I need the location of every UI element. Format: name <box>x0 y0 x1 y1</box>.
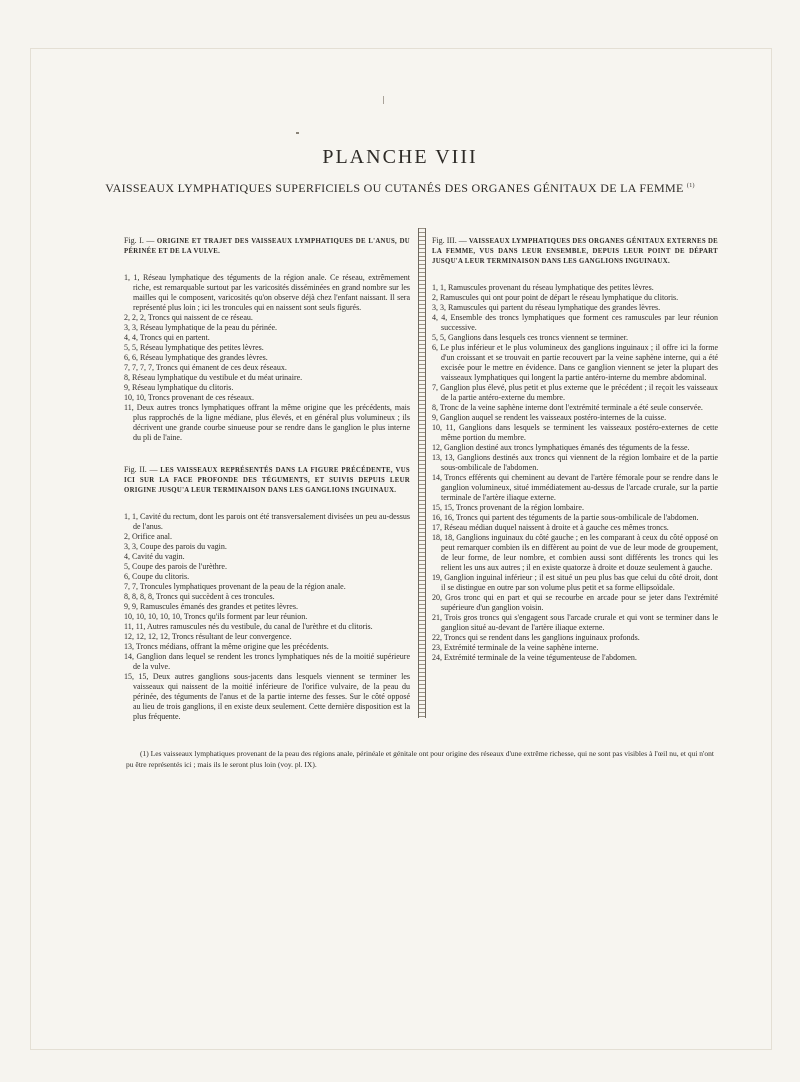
page-mark <box>296 132 299 134</box>
fig2-title: LES VAISSEAUX REPRÉSENTÉS DANS LA FIGURE PRÉCÉDENTE, VUS ICI SUR LA FACE PROFONDE DES TÉGUMENTS, ET SUIVIS DEPUIS LEUR ORIGINE JUSQU'A LEUR TERMINAISON DANS LES GANGLIONS INGUINAUX. <box>124 467 411 494</box>
legend-entry: 2, Ramuscules qui ont pour point de départ le réseau lymphatique du clitoris. <box>432 293 679 302</box>
legend-entry: 12, Ganglion destiné aux troncs lymphatiques émanés des téguments de la fesse. <box>432 443 690 452</box>
legend-entry: 3, 3, Coupe des parois du vagin. <box>124 542 227 551</box>
legend-entry: 3, 3, Réseau lymphatique de la peau du périnée. <box>124 323 278 332</box>
legend-entry: 23, Extrémité terminale de la veine saphène interne. <box>432 643 599 652</box>
legend-entry: 13, 13, Ganglions destinés aux troncs qui viennent de la région lombaire et de la partie sous-ombilicale de l'abdomen. <box>432 453 718 472</box>
legend-entry: 8, 8, 8, 8, Troncs qui succèdent à ces troncules. <box>124 592 275 601</box>
legend-entry: 9, Ganglion auquel se rendent les vaisseaux postéro-internes de la cuisse. <box>432 413 667 422</box>
legend-entry: 6, Le plus inférieur et le plus volumineux des ganglions inguinaux ; il offre ici la forme d'un croissant et se trouvait en partie recouvert par la veine saphène interne, qui a été excisée pour le mettre en évidence. Dans ce ganglion viennent se jeter la plupart des vaisseaux lymphatiques qui longent la partie antéro-interne du membre abdominal. <box>432 343 718 382</box>
legend-entry: 7, Ganglion plus élevé, plus petit et plus externe que le précédent ; il reçoit les vaisseaux de la partie antéro-externe du membre. <box>432 383 718 402</box>
legend-entry: 8, Réseau lymphatique du vestibule et du méat urinaire. <box>124 373 303 382</box>
legend-entry: 15, 15, Deux autres ganglions sous-jacents dans lesquels viennent se terminer les vaisseaux qui naissent de la moitié inférieure de l'orifice vulvaire, de la peau du périnée, des téguments de l'anus et de la partie interne des fesses. Sur le côté opposé au lieu de trois ganglions, il en existe deux seulement. Cette dernière disposition est la plus fréquente. <box>124 672 410 721</box>
legend-entry: 8, Tronc de la veine saphène interne dont l'extrémité terminale a été seule conservée. <box>432 403 703 412</box>
legend-entry: 1, 1, Réseau lymphatique des téguments de la région anale. Ce réseau, extrêmement riche, est remarquable surtout par les varicosités disséminées en grand nombre sur les mailles qui le composent, varicosités qu'on observe déjà chez l'enfant naissant. Il sera représenté plus loin ; ici les troncules qui en naissent sont seuls figurés. <box>124 273 410 312</box>
legend-entry: 5, 5, Réseau lymphatique des petites lèvres. <box>124 343 264 352</box>
page-subtitle <box>0 181 800 196</box>
legend-entry: 11, 11, Autres ramuscules nés du vestibule, du canal de l'urèthre et du clitoris. <box>124 622 373 631</box>
legend-entry: 5, Coupe des parois de l'urèthre. <box>124 562 227 571</box>
page-title: PLANCHE VIII <box>322 146 478 168</box>
legend-entry: 3, 3, Ramuscules qui partent du réseau lymphatique des grandes lèvres. <box>432 303 661 312</box>
legend-entry: 16, 16, Troncs qui partent des téguments de la partie sous-ombilicale de l'abdomen. <box>432 513 699 522</box>
legend-entry: 2, Orifice anal. <box>124 532 172 541</box>
legend-entry: 10, 10, Troncs provenant de ces réseaux. <box>124 393 254 402</box>
legend-entry: 1, 1, Ramuscules provenant du réseau lymphatique des petites lèvres. <box>432 283 654 292</box>
fig3-legend <box>432 283 718 663</box>
footnote-ref: (1) <box>686 183 695 189</box>
legend-entry: 11, Deux autres troncs lymphatiques offrant la même origine que les précédents, mais plus rapprochés de la ligne médiane, plus élevés, et en général plus volumineux ; ils décrivent une grande courbe sinueuse pour se rendre dans le ganglion le plus interne du pli de l'aine. <box>124 403 410 442</box>
subtitle-text: VAISSEAUX LYMPHATIQUES SUPERFICIELS OU CUTANÉS DES ORGANES GÉNITAUX DE LA FEMME <box>105 181 684 195</box>
fig3-title: VAISSEAUX LYMPHATIQUES DES ORGANES GÉNITAUX EXTERNES DE LA FEMME, VUS DANS LEUR ENSEMBLE, DEPUIS LEUR POINT DE DÉPART JUSQU'A LEUR TERMINAISON DANS LES GANGLIONS INGUINAUX. <box>432 238 718 265</box>
fig2-legend <box>124 512 410 722</box>
legend-entry: 24, Extrémité terminale de la veine tégumenteuse de l'abdomen. <box>432 653 637 662</box>
legend-entry: 17, Réseau médian duquel naissent à droite et à gauche ces mêmes troncs. <box>432 523 669 532</box>
legend-entry: 6, 6, Réseau lymphatique des grandes lèvres. <box>124 353 268 362</box>
legend-entry: 14, Ganglion dans lequel se rendent les troncs lymphatiques nés de la moitié supérieure de la vulve. <box>124 652 410 671</box>
page-mark <box>383 96 384 104</box>
legend-entry: 22, Troncs qui se rendent dans les ganglions inguinaux profonds. <box>432 633 640 642</box>
legend-entry: 2, 2, 2, Troncs qui naissent de ce réseau. <box>124 313 253 322</box>
legend-entry: 14, Troncs efférents qui cheminent au devant de l'artère fémorale pour se rendre dans le ganglion volumineux, situé immédiatement au-dessus de l'arcade crurale, sur la partie terminale de l'artère iliaque externe. <box>432 473 718 502</box>
fig3-label: Fig. III. — <box>432 236 469 245</box>
legend-entry: 12, 12, 12, 12, Troncs résultant de leur convergence. <box>124 632 292 641</box>
fig1-title: ORIGINE ET TRAJET DES VAISSEAUX LYMPHATIQUES DE L'ANUS, DU PÉRINÉE ET DE LA VULVE. <box>124 238 411 255</box>
right-column <box>432 236 718 663</box>
legend-entry: 21, Trois gros troncs qui s'engagent sous l'arcade crurale et qui vont se terminer dans le ganglion situé au-devant de l'artère iliaque externe. <box>432 613 718 632</box>
legend-entry: 9, Réseau lymphatique du clitoris. <box>124 383 234 392</box>
fig2-heading <box>124 465 410 496</box>
fig3-heading <box>432 236 718 267</box>
legend-entry: 4, 4, Troncs qui en partent. <box>124 333 210 342</box>
legend-entry: 9, 9, Ramuscules émanés des grandes et petites lèvres. <box>124 602 298 611</box>
legend-entry: 6, Coupe du clitoris. <box>124 572 190 581</box>
legend-entry: 10, 11, Ganglions dans lesquels se terminent les vaisseaux postéro-externes de cette même portion du membre. <box>432 423 718 442</box>
legend-entry: 4, 4, Ensemble des troncs lymphatiques que forment ces ramuscules par leur réunion successive. <box>432 313 718 332</box>
column-divider-ornament <box>418 228 426 718</box>
legend-entry: 20, Gros tronc qui en part et qui se recourbe en arcade pour se jeter dans l'extrémité supérieure d'un ganglion voisin. <box>432 593 718 612</box>
left-column <box>124 236 410 722</box>
legend-entry: 5, 5, Ganglions dans lesquels ces troncs viennent se terminer. <box>432 333 628 342</box>
legend-entry: 13, Troncs médians, offrant la même origine que les précédents. <box>124 642 329 651</box>
footnote: (1) Les vaisseaux lymphatiques provenant de la peau des régions anale, périnéale et génitale ont pour origine des réseaux d'une extrême richesse, qui ne sont pas visibles à l'œil nu, et qui n'ont pu être représentés ici ; mais ils le seront plus loin (voy. pl. IX). <box>126 748 714 769</box>
legend-entry: 10, 10, 10, 10, 10, Troncs qu'ils forment par leur réunion. <box>124 612 308 621</box>
fig1-legend <box>124 273 410 443</box>
legend-entry: 18, 18, Ganglions inguinaux du côté gauche ; en les comparant à ceux du côté opposé on peut remarquer combien ils en diffèrent au point de vue de leur mode de groupement, de leur forme, de leur nombre, et combien aussi sont différents les troncs qui les relient les uns aux autres ; il en existe quatorze à droite et douze seulement à gauche. <box>432 533 718 572</box>
legend-entry: 7, 7, 7, 7, Troncs qui émanent de ces deux réseaux. <box>124 363 287 372</box>
legend-entry: 1, 1, Cavité du rectum, dont les parois ont été transversalement divisées un peu au-dessus de l'anus. <box>124 512 410 531</box>
fig2-label: Fig. II. — <box>124 465 161 474</box>
fig1-label: Fig. I. — <box>124 236 157 245</box>
legend-entry: 19, Ganglion inguinal inférieur ; il est situé un peu plus bas que celui du côté droit, dont il se distingue en outre par son volume plus petit et sa forme ellipsoïdale. <box>432 573 718 592</box>
legend-entry: 7, 7, Troncules lymphatiques provenant de la peau de la région anale. <box>124 582 346 591</box>
legend-entry: 4, Cavité du vagin. <box>124 552 185 561</box>
legend-entry: 15, 15, Troncs provenant de la région lombaire. <box>432 503 584 512</box>
fig1-heading <box>124 236 410 257</box>
